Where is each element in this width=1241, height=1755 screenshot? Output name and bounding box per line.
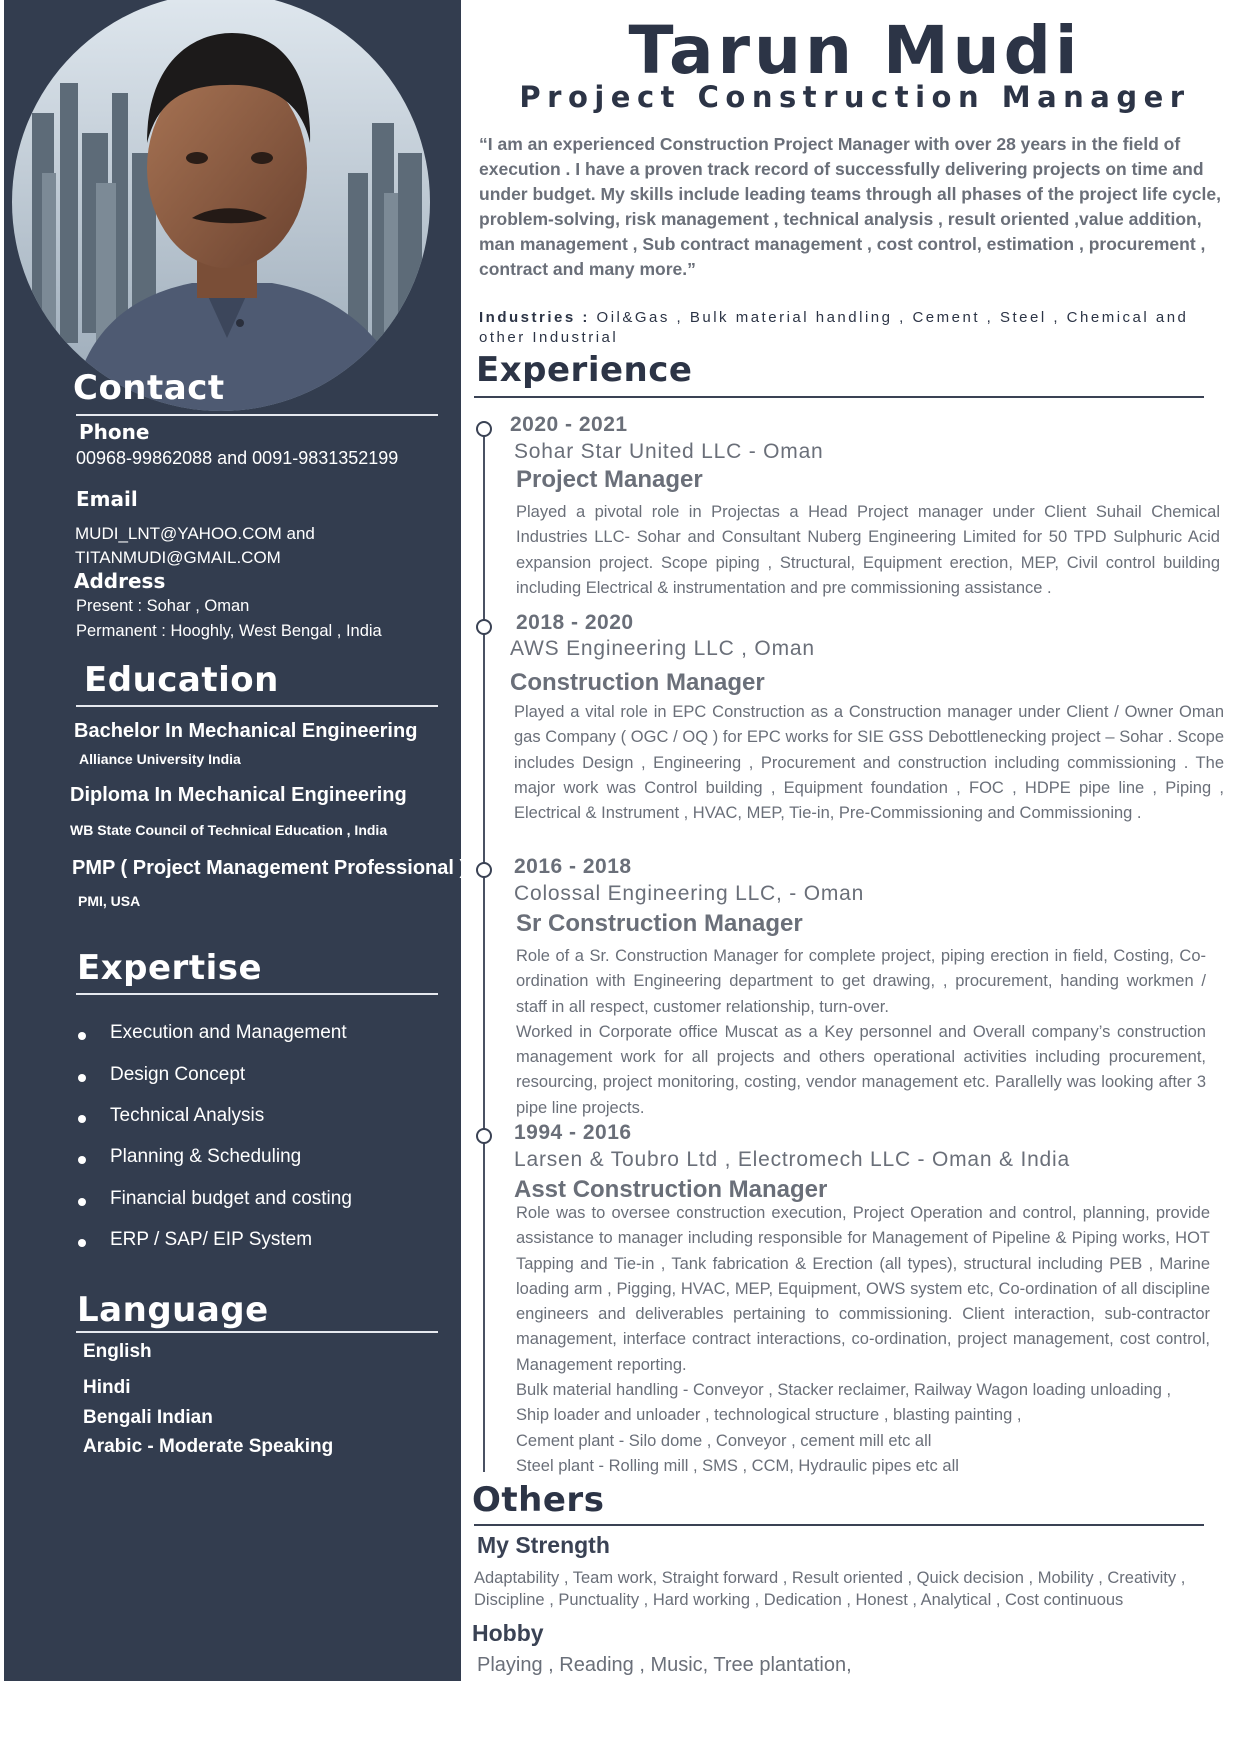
experience-divider [474, 396, 1204, 398]
bullet-icon [78, 1115, 86, 1123]
experience-paragraph: Role of a Sr. Construction Manager for complete project, piping erection in field, Costing, Co-ordination with Engineering department to get drawing, , procurement, handing workmen / staff in all respect, customer relationship, turn-over. [516, 947, 1206, 1016]
profile-photo [12, 0, 430, 411]
bullet-icon [78, 1239, 86, 1247]
experience-description [516, 1201, 1210, 1479]
experience-paragraph: Cement plant - Silo dome , Conveyor , cement mill etc all [516, 1431, 932, 1450]
language-item: English [83, 1341, 152, 1362]
bullet-icon [78, 1032, 86, 1040]
experience-paragraph: Played a vital role in EPC Construction as a Construction manager under Client / Owner Oman gas Company ( OGC / OQ ) for EPC works for SIE GSS Debottlenecking project – Sohar . Scope includes Design , Engineering , Procurement and construction including commissioning . The major work was Control building , Equipment foundation , FOC , HDPE pipe line , Piping , Electrical & Instrument , HVAC, MEP, Tie-in, Pre-Commissioning and Commissioning . [514, 703, 1224, 823]
industries-label: Industries : [479, 309, 590, 326]
expertise-divider [76, 993, 438, 995]
phone-label: Phone [79, 420, 150, 444]
experience-description [516, 944, 1206, 1121]
education-item-title: PMP ( Project Management Professional ) [72, 857, 467, 879]
timeline-dot-icon [476, 619, 492, 635]
experience-title: Construction Manager [510, 669, 765, 696]
expertise-item: Planning & Scheduling [110, 1146, 302, 1167]
bullet-icon [78, 1074, 86, 1082]
candidate-name: Tarun Mudi [628, 12, 1082, 89]
bullet-icon [78, 1198, 86, 1206]
others-heading: Others [472, 1480, 605, 1520]
experience-paragraph: Bulk material handling - Conveyor , Stacker reclaimer, Railway Wagon loading unloading , [516, 1381, 1172, 1400]
industries-text: Oil&Gas , Bulk material handling , Cement , Steel , Chemical and other Industrial [479, 309, 1189, 346]
email-label: Email [76, 487, 138, 511]
experience-years: 2020 - 2021 [510, 413, 628, 436]
experience-paragraph: Ship loader and unloader , technological structure , blasting painting , [516, 1406, 1022, 1425]
experience-company: Larsen & Toubro Ltd , Electromech LLC - Oman & India [514, 1148, 1070, 1171]
sidebar [4, 0, 467, 1681]
strength-label: My Strength [477, 1532, 610, 1558]
address-label: Address [74, 569, 166, 593]
profile-summary: “I am an experienced Construction Project Manager with over 28 years in the field of execution . I have a proven track record of successfully delivering projects on time and under budget. My skills include leading teams through all phases of the project life cycle, problem-solving, risk management , technical analysis , result oriented ,value addition, man management , Sub contract management , cost control, estimation , procurement , contract and many more.” [479, 134, 1221, 279]
experience-company: Colossal Engineering LLC, - Oman [514, 882, 865, 905]
experience-title: Project Manager [516, 466, 703, 493]
experience-years: 2018 - 2020 [516, 611, 634, 634]
address-permanent: Permanent : Hooghly, West Bengal , India [76, 622, 382, 640]
timeline-dot-icon [476, 862, 492, 878]
language-item: Arabic - Moderate Speaking [83, 1436, 334, 1457]
email-value-2: TITANMUDI@GMAIL.COM [75, 548, 281, 567]
education-divider [76, 705, 438, 707]
others-divider [474, 1524, 1204, 1526]
language-item: Bengali Indian [83, 1407, 213, 1428]
expertise-item: ERP / SAP/ EIP System [110, 1229, 313, 1250]
experience-heading: Experience [476, 350, 693, 390]
expertise-heading: Expertise [77, 948, 263, 988]
language-heading: Language [77, 1290, 269, 1330]
language-item: Hindi [83, 1377, 131, 1398]
experience-company: Sohar Star United LLC - Oman [514, 440, 824, 463]
experience-paragraph: Role was to oversee construction execution, Project Operation and control, planning, provide assistance to manager including responsible for Management of Pipeline & Piping works, HOT Tapping and Tie-in , Tank fabrication & Erection (all types), structural including PEB , Marine loading arm , Pigging, HVAC, MEP, Equipment, OWS system etc, Co-ordination of all discipline engineers and deliverables pertaining to commissioning. Client interaction, sub-contractor management, interface contract interactions, co-ordination, project management, cost control, Management reporting. [516, 1204, 1210, 1374]
expertise-item: Technical Analysis [110, 1105, 265, 1126]
education-item-institution: WB State Council of Technical Education , India [70, 822, 388, 838]
timeline-dot-icon [476, 421, 492, 437]
education-item-title: Diploma In Mechanical Engineering [70, 784, 407, 806]
education-item-title: Bachelor In Mechanical Engineering [74, 720, 418, 742]
experience-description [514, 700, 1224, 826]
experience-years: 1994 - 2016 [514, 1121, 632, 1144]
contact-heading: Contact [73, 368, 225, 408]
education-heading: Education [84, 660, 279, 700]
experience-timeline [483, 432, 485, 1472]
industries-line [479, 308, 1199, 348]
hobby-text: Playing , Reading , Music, Tree plantation, [477, 1654, 852, 1676]
experience-description [516, 500, 1220, 601]
experience-company: AWS Engineering LLC , Oman [510, 637, 815, 660]
hobby-label: Hobby [472, 1620, 544, 1646]
experience-paragraph: Steel plant - Rolling mill , SMS , CCM, Hydraulic pipes etc all [516, 1456, 959, 1475]
language-divider [76, 1331, 438, 1333]
education-item-institution: PMI, USA [78, 893, 141, 909]
email-value-1: MUDI_LNT@YAHOO.COM and [75, 524, 315, 543]
expertise-item: Design Concept [110, 1064, 246, 1085]
experience-paragraph: Worked in Corporate office Muscat as a Key personnel and Overall company’s construction management work for all projects and others operational activities including procurement, resourcing, project monitoring, costing, vendor management etc. Parallelly was looking after 3 pipe line projects. [516, 1022, 1206, 1117]
strength-text: Adaptability , Team work, Straight forward , Result oriented , Quick decision , Mobility , Creativity , Discipline , Punctuality , Hard working , Dedication , Honest , Analytical , Cost continuous [474, 1569, 1186, 1609]
experience-title: Asst Construction Manager [514, 1176, 828, 1203]
experience-title: Sr Construction Manager [516, 910, 803, 937]
experience-years: 2016 - 2018 [514, 855, 632, 878]
address-present: Present : Sohar , Oman [76, 597, 250, 615]
contact-divider [76, 414, 438, 416]
education-item-institution: Alliance University India [79, 751, 241, 767]
phone-value: 00968-99862088 and 0091-9831352199 [76, 448, 399, 468]
experience-paragraph: Played a pivotal role in Projectas a Head Project manager under Client Suhail Chemical Industries LLC- Sohar and Consultant Nuberg Engineering Limited for 50 TPD Sulphuric Acid expansion project. Scope piping , Structural, Equipment erection, MEP, Civil control building including Electrical & instrumentation and pre commissioning assistance . [516, 503, 1220, 597]
expertise-item: Execution and Management [110, 1022, 347, 1043]
expertise-item: Financial budget and costing [110, 1188, 352, 1209]
candidate-role: Project Construction Manager [519, 80, 1191, 114]
timeline-dot-icon [476, 1128, 492, 1144]
bullet-icon [78, 1156, 86, 1164]
